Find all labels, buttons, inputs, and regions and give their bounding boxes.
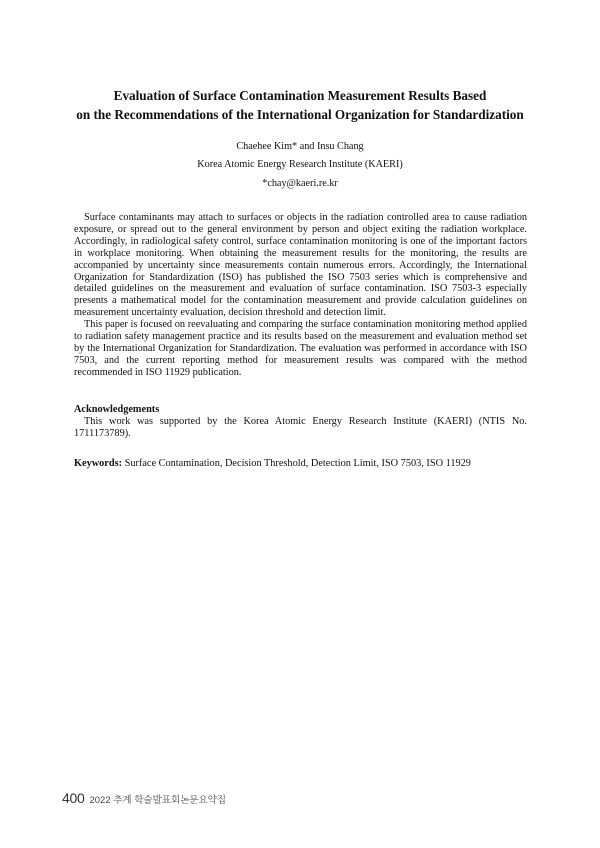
title-line-2: on the Recommendations of the International Organization for Standardization	[76, 107, 524, 122]
paper-title	[40, 86, 560, 124]
page-footer	[62, 790, 226, 808]
authors: Chaehee Kim* and Insu Chang	[236, 141, 364, 152]
keywords-label: Keywords:	[74, 458, 123, 469]
keywords-text: Surface Contamination, Decision Threshold, Detection Limit, ISO 7503, ISO 11929	[122, 458, 471, 469]
corresponding-email: *chay@kaeri.re.kr	[262, 178, 338, 189]
acknowledgements-heading: Acknowledgements	[74, 404, 160, 415]
page-number: 400	[62, 790, 85, 806]
affiliation: Korea Atomic Energy Research Institute (KAERI)	[197, 159, 403, 170]
title-line-1: Evaluation of Surface Contamination Measurement Results Based	[113, 88, 487, 103]
abstract-paragraph-1: Surface contaminants may attach to surfaces or objects in the radiation controlled area to cause radiation exposure, or spread out to the general environment by person and object exiting the radiation workplace. Accordingly, in radiological safety control, surface contamination monitoring is one of the important factors in workplace monitoring. When obtaining the measurement results for the monitoring, the results are accompanied by uncertainty since measurements contain numerous errors. Accordingly, the International Organization for Standardization (ISO) has published the ISO 7503 series which is comprehensive and detailed guidelines on the measurement and evaluation of surface contamination. ISO 7503-3 especially presents a mathematical model for the contamination measurement and provide calculation guidelines on measurement uncertainty evaluation, decision threshold and detection limit.	[74, 212, 527, 319]
abstract-body	[74, 212, 527, 379]
acknowledgements-text: This work was supported by the Korea Atomic Energy Research Institute (KAERI) (NTIS No. 1711173789).	[74, 416, 527, 439]
keywords-section	[74, 458, 527, 470]
journal-name: 2022 추계 학술발표회논문요약집	[89, 795, 227, 806]
acknowledgements-section	[74, 404, 527, 440]
abstract-paragraph-2: This paper is focused on reevaluating and comparing the surface contamination monitoring method applied to radiation safety management practice and its results based on the measurement and evaluation method set by the International Organization for Standardization. The evaluation was performed in accordance with ISO 7503, and the current reporting method for measurement results was compared with the method recommended in ISO 11929 publication.	[74, 319, 527, 378]
